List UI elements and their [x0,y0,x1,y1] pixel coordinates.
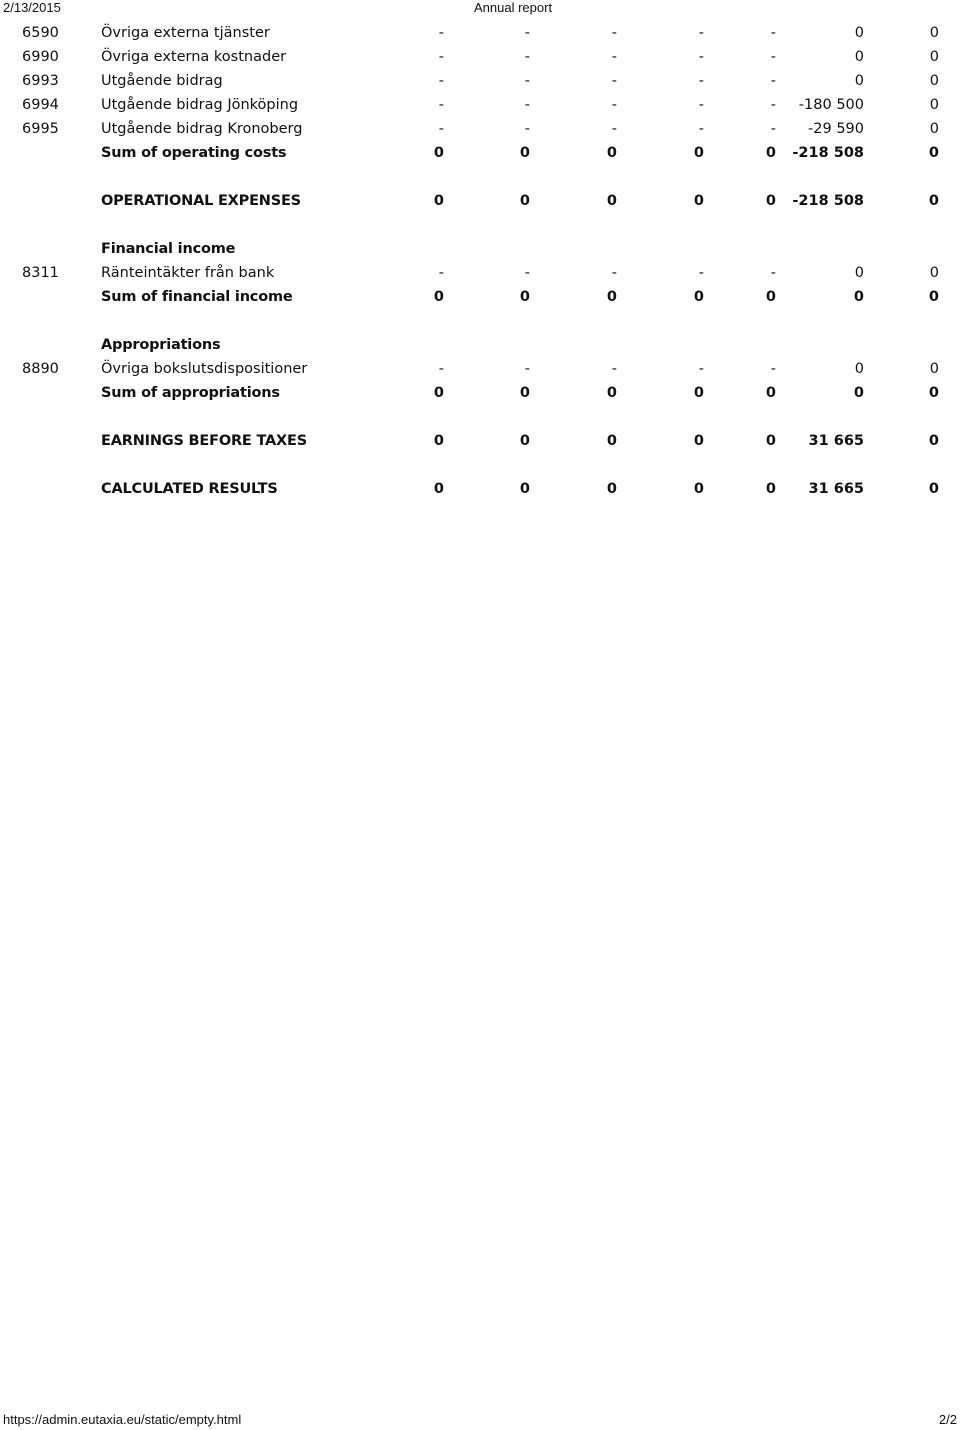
value-cell: - [611,73,617,89]
value-cell: 0 [519,481,530,497]
value-cell: 0 [765,145,776,161]
value-cell: 0 [929,97,939,113]
value-cell: 0 [433,193,444,209]
row-label: Övriga externa kostnader [101,49,287,65]
account-row [0,93,960,117]
sum-row [0,429,960,453]
value-cell: - [698,121,704,137]
row-spacer [0,405,960,429]
value-cell: 0 [519,145,530,161]
value-cell: - [524,73,530,89]
value-cell: - [611,97,617,113]
value-cell: - [611,265,617,281]
row-spacer [0,213,960,237]
row-label: CALCULATED RESULTS [101,481,278,497]
value-cell: 0 [765,193,776,209]
print-header [0,0,960,14]
value-cell: 0 [854,361,864,377]
account-row [0,45,960,69]
value-cell: 0 [929,361,939,377]
value-cell: 0 [765,481,776,497]
value-cell: - [770,121,776,137]
value-cell: - [611,361,617,377]
value-cell: 0 [853,385,864,401]
value-cell: 0 [929,49,939,65]
value-cell: 0 [606,145,617,161]
value-cell: - [611,25,617,41]
value-cell: 0 [433,289,444,305]
value-cell: - [698,73,704,89]
value-cell: 0 [693,289,704,305]
row-label: Utgående bidrag [101,73,223,89]
value-cell: - [524,49,530,65]
section-heading: Appropriations [101,337,221,353]
account-row [0,69,960,93]
value-cell: - [611,49,617,65]
value-cell: - [698,265,704,281]
value-cell: -218 508 [792,193,864,209]
value-cell: - [524,361,530,377]
account-number: 8311 [22,265,59,281]
section-heading-row [0,333,960,357]
value-cell: 0 [433,481,444,497]
value-cell: - [438,25,444,41]
value-cell: -29 590 [808,121,864,137]
value-cell: 0 [854,73,864,89]
value-cell: 0 [928,193,939,209]
value-cell: - [698,25,704,41]
value-cell: - [524,265,530,281]
value-cell: - [770,265,776,281]
row-label: Utgående bidrag Jönköping [101,97,299,113]
sum-row [0,285,960,309]
row-spacer [0,309,960,333]
value-cell: 0 [928,385,939,401]
sum-row [0,141,960,165]
account-number: 8890 [22,361,59,377]
account-row [0,21,960,45]
value-cell: - [438,49,444,65]
value-cell: 0 [929,25,939,41]
row-label: Sum of appropriations [101,385,280,401]
value-cell: 0 [928,145,939,161]
value-cell: 0 [693,145,704,161]
print-footer [0,1412,960,1426]
section-heading: Financial income [101,241,236,257]
value-cell: - [770,73,776,89]
value-cell: 0 [519,193,530,209]
value-cell: - [698,97,704,113]
sum-row [0,189,960,213]
account-number: 6994 [22,97,59,113]
value-cell: 0 [433,385,444,401]
account-number: 6993 [22,73,59,89]
value-cell: - [770,25,776,41]
row-label: Utgående bidrag Kronoberg [101,121,303,137]
account-number: 6590 [22,25,59,41]
row-label: EARNINGS BEFORE TAXES [101,433,307,449]
value-cell: - [524,121,530,137]
value-cell: 0 [693,385,704,401]
row-spacer [0,453,960,477]
value-cell: 0 [606,481,617,497]
row-label: Övriga externa tjänster [101,25,270,41]
sum-row [0,477,960,501]
value-cell: 0 [693,481,704,497]
value-cell: 0 [765,433,776,449]
row-spacer [0,165,960,189]
value-cell: -180 500 [798,97,864,113]
section-heading-row [0,237,960,261]
value-cell: 0 [693,433,704,449]
account-row [0,357,960,381]
value-cell: 31 665 [808,481,864,497]
value-cell: - [438,361,444,377]
value-cell: 0 [854,265,864,281]
value-cell: 0 [606,385,617,401]
report-table [0,21,960,501]
page-number: 2/2 [938,1412,957,1427]
value-cell: - [770,97,776,113]
value-cell: 0 [854,49,864,65]
value-cell: 31 665 [808,433,864,449]
row-label: Sum of operating costs [101,145,287,161]
value-cell: - [524,97,530,113]
row-label: Övriga bokslutsdispositioner [101,361,308,377]
value-cell: 0 [765,289,776,305]
print-date: 2/13/2015 [3,0,61,15]
value-cell: 0 [606,193,617,209]
account-row [0,117,960,141]
value-cell: - [438,121,444,137]
value-cell: 0 [853,289,864,305]
value-cell: 0 [693,193,704,209]
value-cell: 0 [606,433,617,449]
value-cell: 0 [519,433,530,449]
value-cell: 0 [929,265,939,281]
value-cell: 0 [606,289,617,305]
value-cell: - [698,49,704,65]
value-cell: 0 [765,385,776,401]
row-label: OPERATIONAL EXPENSES [101,193,301,209]
value-cell: - [524,25,530,41]
account-number: 6990 [22,49,59,65]
value-cell: 0 [929,121,939,137]
value-cell: - [438,73,444,89]
value-cell: -218 508 [792,145,864,161]
value-cell: - [770,49,776,65]
value-cell: 0 [928,289,939,305]
value-cell: - [770,361,776,377]
row-label: Ränteintäkter från bank [101,265,275,281]
value-cell: - [698,361,704,377]
value-cell: 0 [928,481,939,497]
value-cell: 0 [433,433,444,449]
page-url: https://admin.eutaxia.eu/static/empty.html [3,1412,242,1427]
sum-row [0,381,960,405]
row-label: Sum of financial income [101,289,293,305]
account-number: 6995 [22,121,59,137]
value-cell: 0 [928,433,939,449]
document-title: Annual report [474,0,553,15]
value-cell: - [438,97,444,113]
value-cell: - [438,265,444,281]
value-cell: - [611,121,617,137]
account-row [0,261,960,285]
value-cell: 0 [433,145,444,161]
value-cell: 0 [854,25,864,41]
value-cell: 0 [929,73,939,89]
value-cell: 0 [519,385,530,401]
value-cell: 0 [519,289,530,305]
